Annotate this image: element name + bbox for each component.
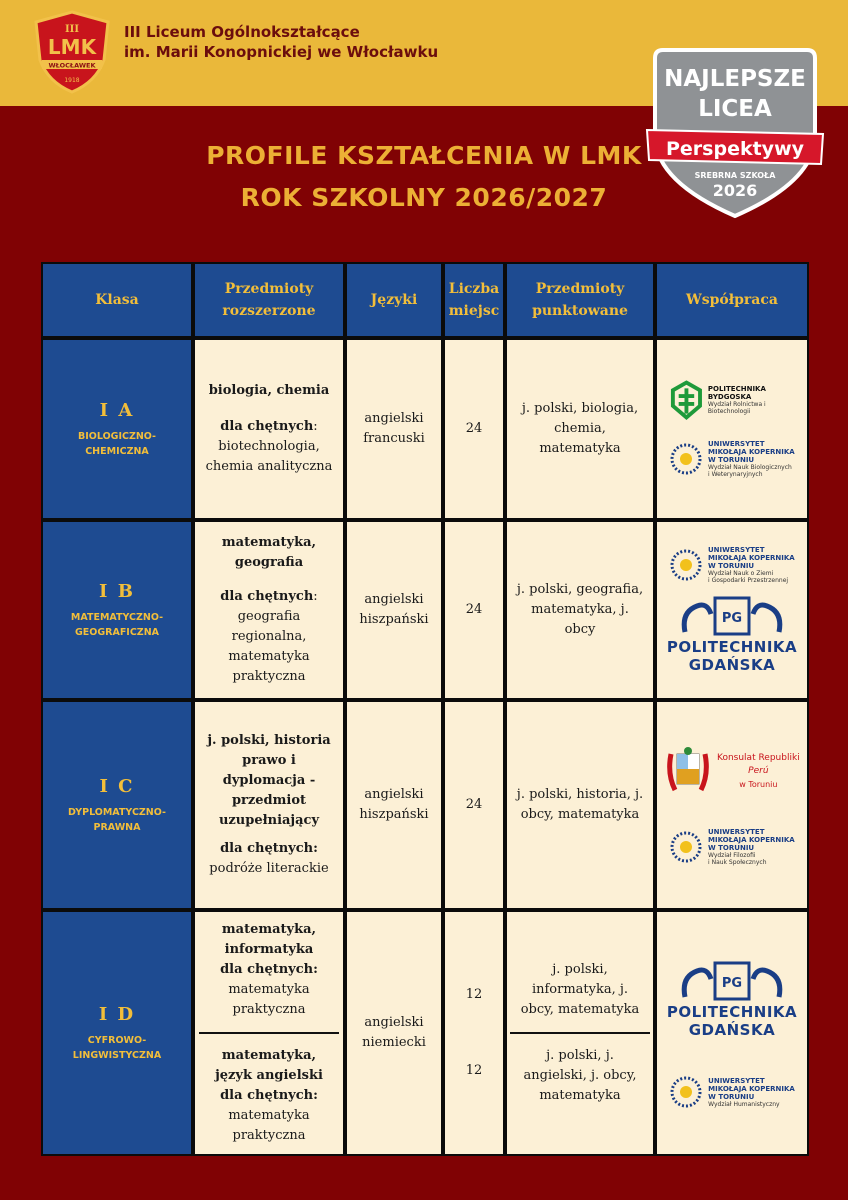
col-header-rozszerzone-line1: Przedmioty: [224, 281, 314, 297]
seats-id: [443, 910, 505, 1156]
umk-emblem-icon: [669, 1075, 703, 1109]
extended-main: matematyka, geografia: [221, 535, 317, 570]
seats-ic: [443, 700, 505, 910]
language-2: hiszpański: [359, 807, 429, 822]
pbs-emblem-icon: [669, 380, 704, 420]
optional-subjects: biotechnologia, chemia analityczna: [205, 439, 333, 474]
extended-subjects-id: [193, 910, 345, 1156]
extended-subjects-ib: matematyka, geografia dla chętnych: geografia regionalna, matematyka praktyczna: [193, 520, 345, 700]
svg-text:NAJLEPSZE: NAJLEPSZE: [664, 66, 806, 92]
languages-ib: [345, 520, 443, 700]
scored-subjects: j. polski, historia, j. obcy, matematyka: [516, 787, 644, 822]
svg-text:2026: 2026: [712, 181, 758, 200]
title-line2: ROK SZKOLNY 2026/2027: [240, 183, 608, 212]
umk-logo: UNIWERSYTET MIKOŁAJA KOPERNIKA W TORUNIU Wydział Filozofii i Nauk Społecznych: [669, 828, 795, 866]
scored-subjects-ib: [505, 520, 655, 700]
language-1: angielski: [364, 411, 424, 426]
peru-consulate-logo: Konsulat Republiki Perú w Toruniu: [665, 744, 800, 798]
partners-id: [655, 910, 809, 1156]
class-profile-line2: PRAWNA: [93, 821, 141, 833]
partners-ia: [655, 338, 809, 520]
seats-value-a: 12: [465, 987, 483, 1002]
title-line1: PROFILE KSZTAŁCENIA W LMK: [206, 141, 642, 170]
svg-text:LICEA: LICEA: [698, 96, 772, 122]
optional-subjects: podróże literackie: [209, 861, 329, 876]
language-1: angielski: [364, 592, 424, 607]
col-header-wspolpraca: [655, 262, 809, 338]
svg-text:WŁOCŁAWEK: WŁOCŁAWEK: [48, 61, 96, 70]
seats-value: 24: [465, 602, 483, 617]
optional-label: dla chętnych:: [220, 841, 318, 856]
school-name: [124, 22, 438, 62]
class-cell-ic: [41, 700, 193, 910]
col-header-miejsca: [443, 262, 505, 338]
language-1: angielski: [364, 787, 424, 802]
pg-emblem-icon: [677, 957, 787, 1003]
class-code: I B: [99, 580, 135, 602]
col-header-punktowane: [505, 262, 655, 338]
pg-logo-text: POLITECHNIKA GDAŃSKA: [666, 638, 798, 674]
col-header-klasa: [41, 262, 193, 338]
class-code: I C: [99, 775, 135, 797]
languages-ic: [345, 700, 443, 910]
scored-subjects: j. polski, biologia, chemia, matematyka: [521, 401, 639, 456]
extended-subjects-ia: biologia, chemia dla chętnych: biotechnologia, chemia analityczna: [193, 338, 345, 520]
optional-label: dla chętnych: [220, 589, 314, 604]
class-code: I D: [98, 1003, 136, 1025]
col-header-miejsca-line1: Liczba: [448, 281, 500, 297]
optional-subjects-b: matematyka praktyczna: [228, 1108, 310, 1143]
class-profile-line2: LINGWISTYCZNA: [72, 1049, 162, 1061]
school-logo: [30, 10, 114, 94]
seats-ia: [443, 338, 505, 520]
seats-ib: [443, 520, 505, 700]
class-cell-ia: [41, 338, 193, 520]
svg-text:LMK: LMK: [47, 35, 97, 59]
peru-coat-of-arms-icon: [665, 744, 711, 798]
language-2: francuski: [363, 431, 425, 446]
language-2: niemiecki: [362, 1035, 426, 1050]
umk-emblem-icon: [669, 442, 703, 476]
scored-subjects-a: j. polski, informatyka, j. obcy, matematyka: [520, 962, 640, 1017]
seats-value-b: 12: [465, 1063, 483, 1078]
scored-subjects-ia: [505, 338, 655, 520]
language-2: hiszpański: [359, 612, 429, 627]
scored-subjects-ic: [505, 700, 655, 910]
umk-logo: UNIWERSYTET MIKOŁAJA KOPERNIKA W TORUNIU Wydział Nauk Biologicznych i Weterynaryjnych: [669, 440, 795, 478]
seats-value: 24: [465, 797, 483, 812]
extended-main: biologia, chemia: [208, 383, 330, 398]
class-profile-line1: DYPLOMATYCZNO-: [68, 806, 166, 818]
class-cell-ib: [41, 520, 193, 700]
class-cell-id: [41, 910, 193, 1156]
col-header-punktowane-line1: Przedmioty: [535, 281, 625, 297]
scored-subjects: j. polski, geografia, matematyka, j. obcy: [516, 582, 644, 637]
scored-subjects-b: j. polski, j. angielski, j. obcy, matematyka: [523, 1048, 637, 1103]
class-profile-line2: CHEMICZNA: [85, 445, 149, 457]
school-name-line1: III Liceum Ogólnokształcące: [124, 23, 360, 41]
pg-emblem-icon: [677, 592, 787, 638]
optional-subjects: geografia regionalna, matematyka praktyczna: [228, 609, 310, 684]
pbs-logo: POLITECHNIKA BYDGOSKA Wydział Rolnictwa i Biotechnologii: [669, 380, 807, 420]
optional-label: dla chętnych: [220, 419, 314, 434]
col-header-wspolpraca-text: Współpraca: [686, 292, 778, 308]
extended-main-b: matematyka, język angielski: [215, 1048, 323, 1083]
svg-text:Perspektywy: Perspektywy: [665, 138, 805, 160]
class-profile-line1: MATEMATYCZNO-: [70, 611, 164, 623]
col-header-klasa-text: Klasa: [95, 292, 139, 308]
col-header-punktowane-line2: punktowane: [532, 303, 628, 319]
school-name-line2: im. Marii Konopnickiej we Włocławku: [124, 43, 439, 61]
umk-logo: UNIWERSYTET MIKOŁAJA KOPERNIKA W TORUNIU Wydział Nauk o Ziemi i Gospodarki Przestrzennej: [669, 546, 795, 584]
umk-logo: UNIWERSYTET MIKOŁAJA KOPERNIKA W TORUNIU Wydział Humanistyczny: [669, 1075, 795, 1109]
optional-subjects-a: matematyka praktyczna: [228, 982, 310, 1017]
umk-emblem-icon: [669, 830, 703, 864]
class-code: I A: [99, 399, 135, 421]
svg-text:PG: PG: [721, 976, 743, 991]
col-header-jezyki-text: Języki: [370, 292, 418, 308]
class-profile-line1: CYFROWO-: [87, 1034, 147, 1046]
subgroup-divider: [510, 1032, 650, 1034]
col-header-miejsca-line2: miejsc: [448, 303, 500, 319]
optional-label-b: dla chętnych:: [220, 1088, 318, 1103]
class-profile-line1: BIOLOGICZNO-: [78, 430, 156, 442]
svg-text:PG: PG: [721, 611, 743, 626]
col-header-rozszerzone-line2: rozszerzone: [222, 303, 316, 319]
partners-ic: [655, 700, 809, 910]
col-header-jezyki: [345, 262, 443, 338]
partners-ib: [655, 520, 809, 700]
svg-text:SREBRNA SZKOŁA: SREBRNA SZKOŁA: [694, 171, 776, 180]
scored-subjects-id: [505, 910, 655, 1156]
extended-subjects-ic: [193, 700, 345, 910]
class-profile-line2: GEOGRAFICZNA: [74, 626, 159, 638]
subgroup-divider: [199, 1032, 339, 1034]
col-header-rozszerzone: [193, 262, 345, 338]
umk-emblem-icon: [669, 548, 703, 582]
svg-text:III: III: [64, 24, 80, 35]
language-1: angielski: [364, 1015, 424, 1030]
extended-main-a: matematyka, informatyka: [221, 922, 317, 957]
languages-id: [345, 910, 443, 1156]
svg-text:1918: 1918: [64, 77, 80, 84]
extended-main: j. polski, historia prawo i dyplomacja - przedmiot uzupełniający: [207, 733, 331, 828]
seats-value: 24: [465, 421, 483, 436]
pg-logo-text: POLITECHNIKA GDAŃSKA: [666, 1003, 798, 1039]
optional-label-a: dla chętnych:: [220, 962, 318, 977]
languages-ia: [345, 338, 443, 520]
